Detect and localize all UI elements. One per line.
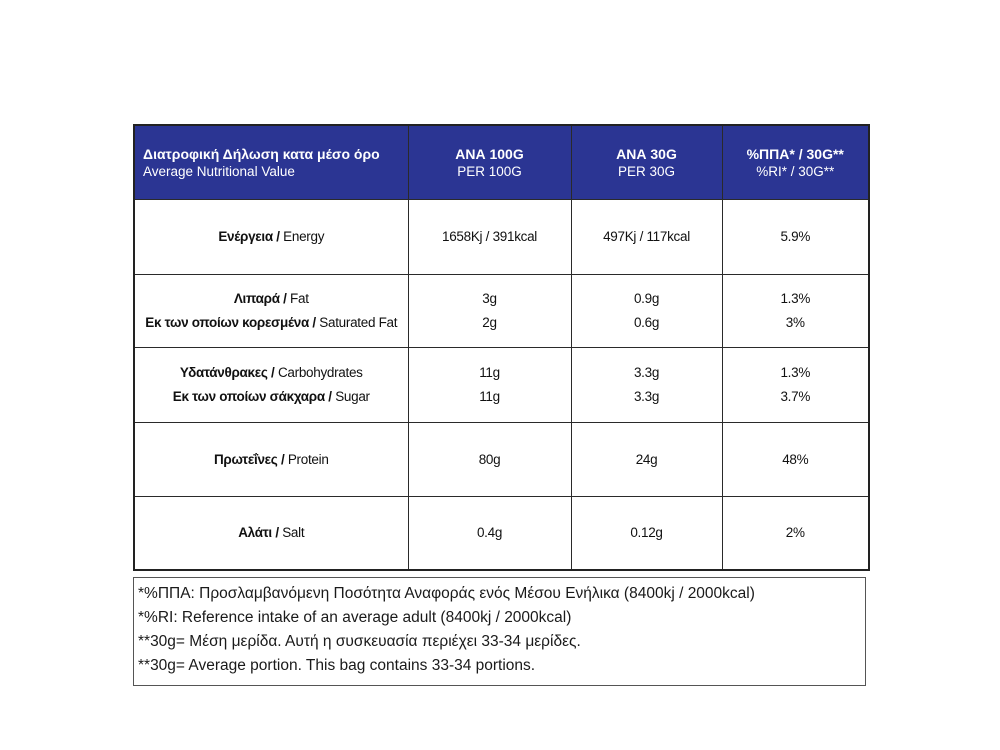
table-row-carbohydrates [134, 348, 869, 423]
footnote: *%RI: Reference intake of an average adult (8400kj / 2000kcal) [138, 609, 572, 626]
nutrient-greek: Εκ των οποίων σάκχαρα / [172, 389, 332, 404]
value-per-100g [408, 497, 571, 571]
value-per-100g-line: 0.4g [476, 525, 503, 540]
nutrient-label [134, 275, 408, 348]
table-row-energy [134, 200, 869, 275]
value-ri-line: 2% [785, 525, 805, 540]
value-per-100g-line: 2g [482, 315, 497, 330]
value-ri-line: 48% [782, 451, 809, 467]
footnotes-box [133, 577, 866, 686]
value-per-30g-line: 0.6g [633, 315, 660, 330]
nutrient-english: Saturated Fat [315, 315, 398, 330]
header-ri-english: %RI* / 30G** [756, 163, 835, 179]
footnote: **30g= Μέση μερίδα. Αυτή η συσκευασία περιέχει 33-34 μερίδες. [138, 633, 581, 650]
header-per-30g [571, 125, 722, 200]
header-row [134, 125, 869, 200]
nutrient-greek: Ενέργεια / [218, 229, 280, 244]
nutrient-label [134, 497, 408, 571]
value-per-30g [571, 497, 722, 571]
nutrient-label [134, 348, 408, 423]
nutrient-label [134, 423, 408, 497]
value-ri-line: 3.7% [780, 389, 811, 404]
nutrient-greek: Υδατάνθρακες / [179, 365, 275, 380]
value-per-30g-line: 24g [635, 451, 658, 467]
header-per-100g-english: PER 100G [457, 163, 522, 179]
nutrient-english: Carbohydrates [274, 365, 363, 380]
nutrient-english: Salt [278, 525, 305, 540]
value-ri-line: 1.3% [780, 365, 811, 380]
value-per-30g [571, 200, 722, 275]
value-per-100g [408, 423, 571, 497]
header-english-title: Average Nutritional Value [143, 163, 295, 179]
value-ri [722, 423, 869, 497]
footnote: **30g= Average portion. This bag contains 33-34 portions. [138, 657, 536, 674]
nutrient-english: Energy [279, 229, 325, 244]
value-ri-line: 1.3% [780, 291, 811, 306]
header-nutritional-value [134, 125, 408, 200]
value-ri [722, 275, 869, 348]
value-per-30g [571, 275, 722, 348]
table-row-protein [134, 423, 869, 497]
table-row-salt [134, 497, 869, 571]
value-per-100g-line: 1658Kj / 391kcal [441, 229, 538, 244]
nutrient-label [134, 200, 408, 275]
value-per-30g-line: 0.9g [633, 291, 660, 306]
value-per-100g [408, 275, 571, 348]
value-per-100g-line: 11g [479, 389, 500, 404]
value-ri [722, 200, 869, 275]
header-per-100g [408, 125, 571, 200]
nutrient-english: Protein [284, 451, 329, 467]
header-per-100g-greek: ΑΝΑ 100G [455, 145, 524, 162]
nutrient-greek: Αλάτι / [238, 525, 279, 540]
value-per-30g-line: 497Kj / 117kcal [603, 229, 690, 244]
nutrient-english: Fat [286, 291, 309, 306]
header-per-30g-greek: ΑΝΑ 30G [616, 145, 677, 162]
value-per-30g-line: 3.3g [633, 365, 660, 380]
value-per-100g [408, 348, 571, 423]
value-per-30g-line: 0.12g [630, 525, 663, 540]
value-per-100g-line: 11g [479, 365, 500, 380]
table-row-fat [134, 275, 869, 348]
value-ri-line: 3% [785, 315, 805, 330]
header-ri [722, 125, 869, 200]
value-ri [722, 348, 869, 423]
header-greek-title: Διατροφική Δήλωση κατα μέσο όρο [143, 145, 380, 162]
value-per-100g-line: 80g [478, 451, 501, 467]
header-ri-greek: %ΠΠΑ* / 30G** [746, 145, 844, 162]
value-per-30g [571, 423, 722, 497]
value-per-30g-line: 3.3g [633, 389, 660, 404]
nutrient-english: Sugar [331, 389, 370, 404]
value-per-100g [408, 200, 571, 275]
footnote: *%ΠΠΑ: Προσλαμβανόμενη Ποσότητα Αναφοράς ενός Μέσου Ενήλικα (8400kj / 2000kcal) [138, 585, 755, 602]
value-ri [722, 497, 869, 571]
nutrient-greek: Εκ των οποίων κορεσμένα / [145, 315, 316, 330]
nutrition-table [133, 124, 870, 571]
value-ri-line: 5.9% [780, 229, 811, 244]
nutrient-greek: Πρωτεΐνες / [213, 451, 285, 467]
value-per-30g [571, 348, 722, 423]
nutrient-greek: Λιπαρά / [233, 291, 287, 306]
value-per-100g-line: 3g [482, 291, 497, 306]
header-per-30g-english: PER 30G [617, 163, 676, 179]
